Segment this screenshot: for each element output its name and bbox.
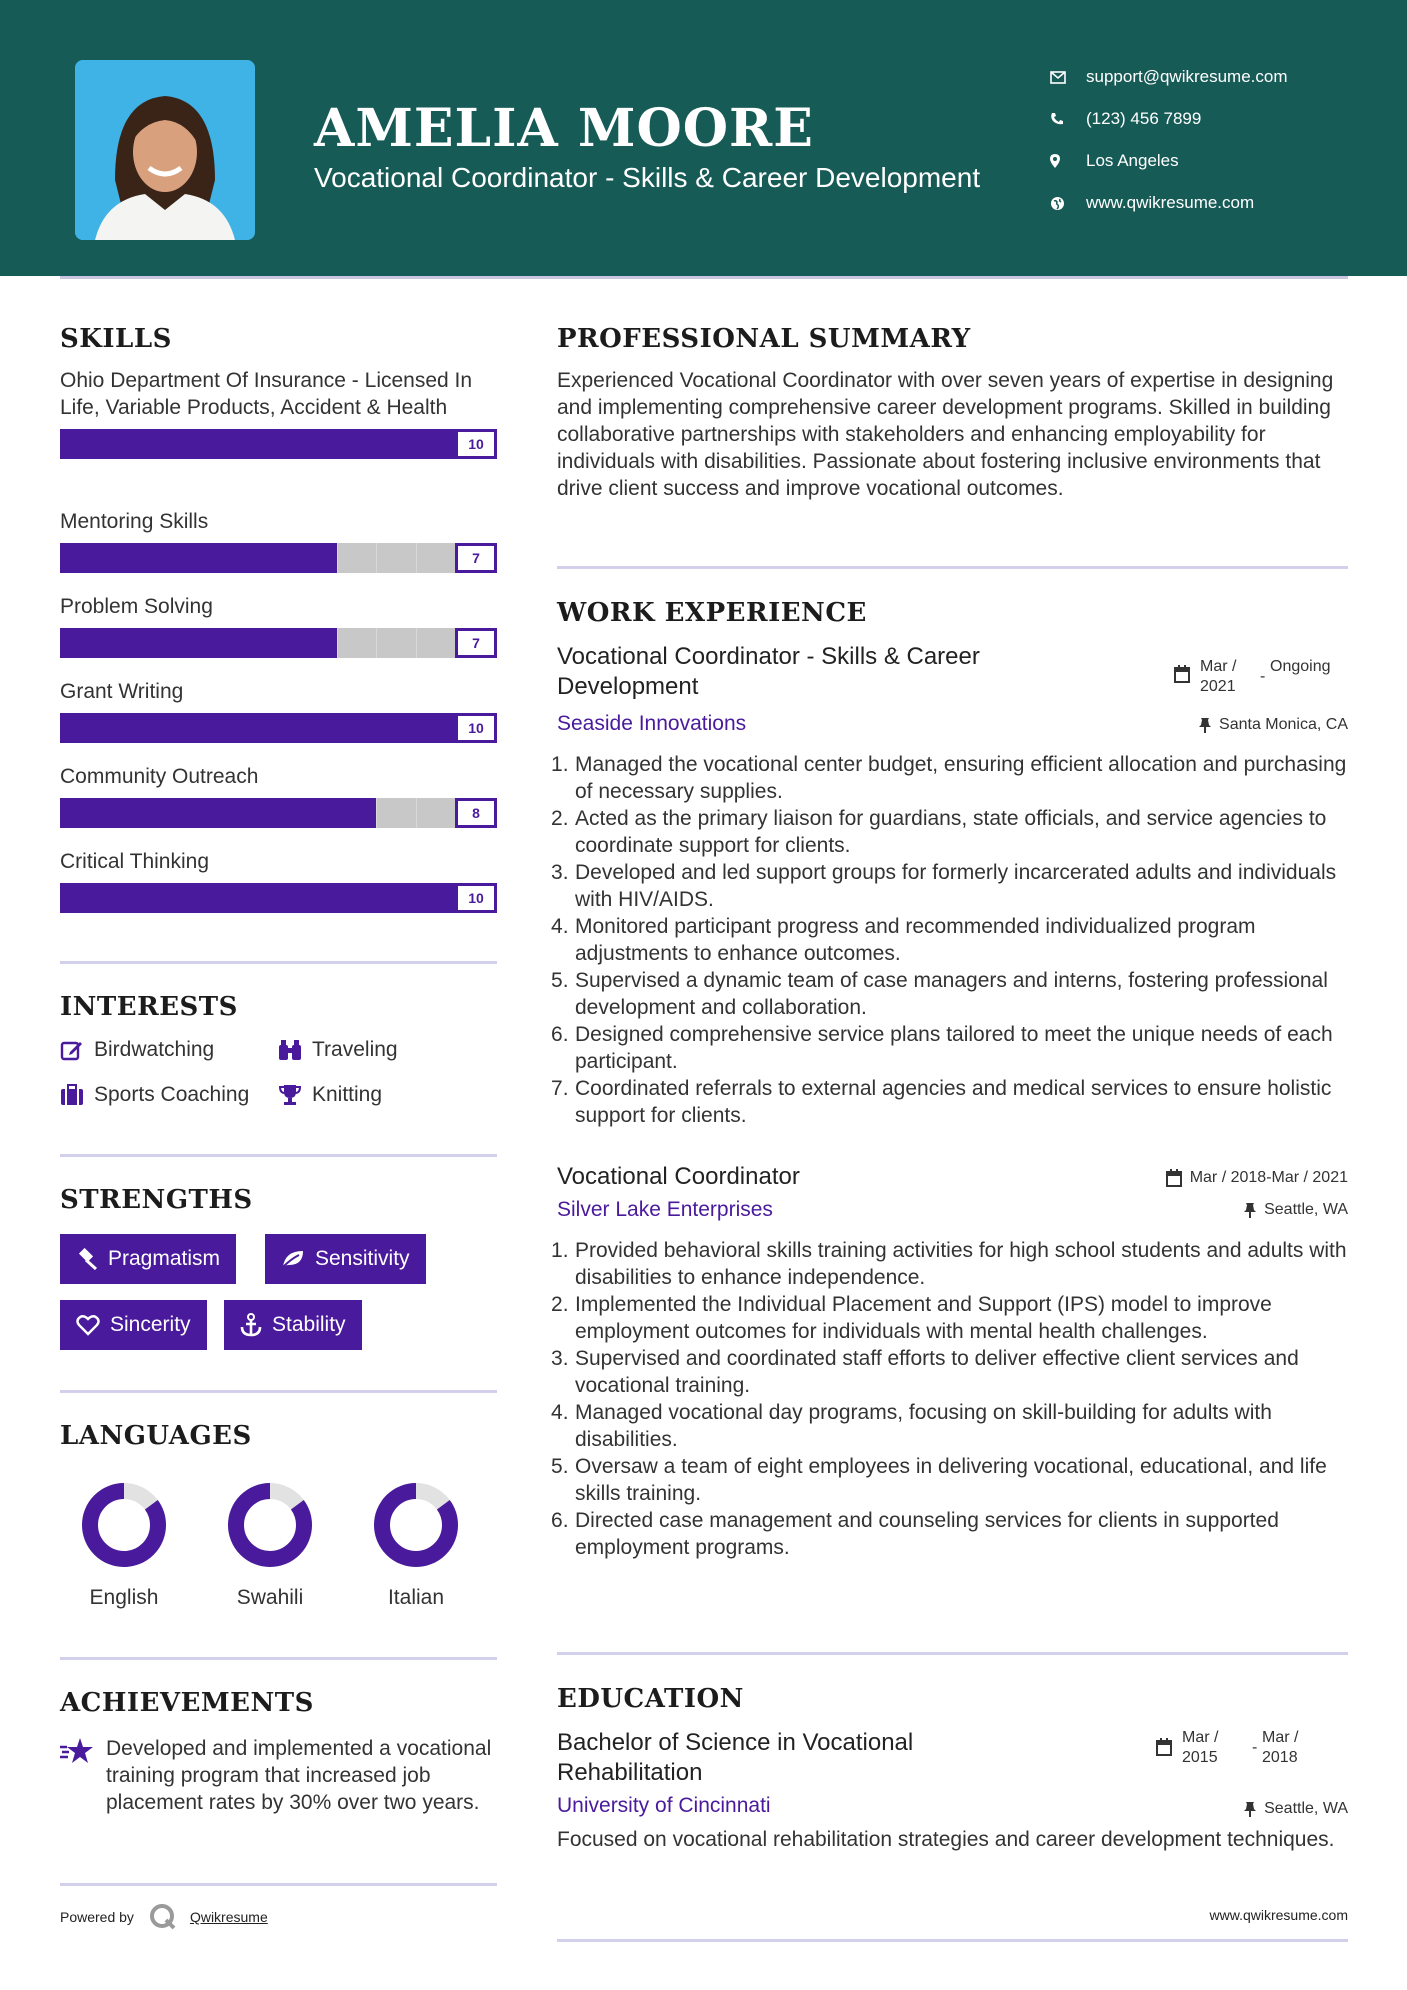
achievement-item bbox=[60, 1735, 497, 1816]
binoculars-icon bbox=[278, 1039, 302, 1061]
gavel-icon bbox=[76, 1248, 98, 1270]
skill-item bbox=[60, 508, 497, 573]
section-divider bbox=[557, 566, 1348, 569]
language-item bbox=[351, 1480, 481, 1610]
skill-name: Community Outreach bbox=[60, 765, 259, 788]
skill-item bbox=[60, 367, 497, 459]
job-entry bbox=[557, 642, 1348, 1129]
phone-icon bbox=[1050, 112, 1086, 126]
education-end-date: Mar / 2018 bbox=[1262, 1729, 1299, 1766]
language-name: English bbox=[89, 1586, 159, 1609]
pushpin-icon bbox=[1244, 1202, 1256, 1218]
education-description: Focused on vocational rehabilitation strategies and career development techniques. bbox=[557, 1828, 1335, 1851]
footer-divider bbox=[557, 1939, 1348, 1942]
language-ring bbox=[79, 1480, 169, 1570]
heart-icon bbox=[76, 1314, 100, 1336]
job-bullet: Designed comprehensive service plans tailored to meet the unique needs of each participant. bbox=[575, 1023, 1333, 1073]
job-bullet: Oversaw a team of eight employees in delivering vocational, educational, and life skills training. bbox=[575, 1455, 1327, 1505]
strengths-title: STRENGTHS bbox=[60, 1185, 253, 1215]
skill-score: 7 bbox=[455, 628, 497, 658]
powered-by-brand-link[interactable]: Qwikresume bbox=[189, 1909, 268, 1925]
skill-item bbox=[60, 763, 497, 828]
education-start-date: Mar / 2015 bbox=[1182, 1729, 1219, 1766]
section-divider bbox=[60, 961, 497, 964]
job-bullet: Implemented the Individual Placement and Support (IPS) model to improve employment outcomes for individuals with mental health challenges. bbox=[575, 1293, 1272, 1343]
calendar-icon bbox=[1166, 1169, 1182, 1187]
summary-text: Experienced Vocational Coordinator with over seven years of expertise in designing and implementing comprehensive career development programs. Skilled in building collaborative partnerships with stakeholders and enhancing employability for individuals with disabilities. Passionate about fostering inclusive environments that drive client success and improve vocational outcomes. bbox=[557, 369, 1334, 500]
contact-location-text: Los Angeles bbox=[1086, 151, 1179, 170]
skill-bar-fill bbox=[60, 543, 337, 573]
education-location bbox=[1244, 1800, 1348, 1818]
strength-tag bbox=[224, 1300, 362, 1350]
job-location-text: Santa Monica, CA bbox=[1219, 716, 1348, 733]
education-dates bbox=[1156, 1728, 1348, 1768]
job-company: Silver Lake Enterprises bbox=[557, 1198, 773, 1221]
skill-item bbox=[60, 678, 497, 743]
job-bullet: Coordinated referrals to external agencies and medical services to ensure holistic support for clients. bbox=[575, 1077, 1332, 1127]
trophy-icon bbox=[278, 1084, 302, 1106]
skill-bar-empty-segment bbox=[376, 798, 416, 828]
skill-name: Problem Solving bbox=[60, 595, 213, 618]
experience-title: WORK EXPERIENCE bbox=[557, 598, 867, 628]
summary-title: PROFESSIONAL SUMMARY bbox=[557, 324, 971, 354]
pushpin-icon bbox=[1199, 717, 1211, 733]
job-bullet: Acted as the primary liaison for guardians, state officials, and service agencies to coordinate support for clients. bbox=[575, 807, 1327, 857]
pushpin-icon bbox=[1244, 1801, 1256, 1817]
job-entry bbox=[557, 1162, 1348, 1561]
section-divider bbox=[60, 1154, 497, 1157]
skill-item bbox=[60, 593, 497, 658]
job-bullet: Developed and led support groups for formerly incarcerated adults and individuals with HIV/AIDS. bbox=[575, 861, 1337, 911]
strength-label: Sensitivity bbox=[315, 1247, 410, 1270]
qwikresume-logo-icon bbox=[148, 1902, 178, 1932]
date-separator: - bbox=[1252, 1739, 1258, 1756]
strength-tag bbox=[60, 1234, 236, 1284]
profile-photo bbox=[75, 60, 255, 240]
job-dates bbox=[1166, 1169, 1348, 1187]
skill-bar bbox=[60, 429, 497, 459]
job-dates-text: Mar / 2018-Mar / 2021 bbox=[1189, 1169, 1348, 1186]
skill-name: Mentoring Skills bbox=[60, 510, 209, 533]
leaf-icon bbox=[281, 1249, 305, 1269]
skill-bar bbox=[60, 543, 497, 573]
language-item bbox=[205, 1480, 335, 1610]
skill-score: 8 bbox=[455, 798, 497, 828]
section-divider bbox=[60, 1390, 497, 1393]
candidate-name: AMELIA MOORE bbox=[314, 98, 814, 159]
section-divider bbox=[60, 1657, 497, 1660]
contact-phone[interactable] bbox=[1050, 98, 1288, 140]
skill-bar-fill bbox=[60, 713, 497, 743]
strength-tag bbox=[265, 1234, 426, 1284]
interests-title: INTERESTS bbox=[60, 992, 238, 1022]
achievements-title: ACHIEVEMENTS bbox=[60, 1688, 314, 1718]
skill-score: 7 bbox=[455, 543, 497, 573]
education-location-text: Seattle, WA bbox=[1264, 1800, 1348, 1817]
language-name: Swahili bbox=[236, 1586, 304, 1609]
calendar-icon bbox=[1156, 1738, 1172, 1756]
job-bullet: Supervised a dynamic team of case managers and interns, fostering professional development and collaboration. bbox=[575, 969, 1328, 1019]
education-entry bbox=[557, 1728, 1348, 1853]
contact-list bbox=[1050, 56, 1288, 224]
contact-email[interactable] bbox=[1050, 56, 1288, 98]
skill-bar bbox=[60, 713, 497, 743]
resume-header bbox=[0, 0, 1407, 276]
job-bullet: Directed case management and counseling services for clients in supported employment programs. bbox=[575, 1509, 1279, 1559]
skill-bar-empty-segment bbox=[416, 543, 456, 573]
interest-label: Traveling bbox=[312, 1038, 398, 1061]
interest-label: Birdwatching bbox=[94, 1038, 215, 1061]
skill-score: 10 bbox=[455, 883, 497, 913]
skill-bar-empty-segment bbox=[376, 628, 416, 658]
job-bullet: Monitored participant progress and recommended individualized program adjustments to enhance outcomes. bbox=[575, 915, 1256, 965]
interest-label: Sports Coaching bbox=[94, 1083, 250, 1106]
interest-label: Knitting bbox=[312, 1083, 383, 1106]
job-dates bbox=[1174, 657, 1348, 697]
skill-bar-fill bbox=[60, 628, 337, 658]
degree-title: Bachelor of Science in Vocational Rehabilitation bbox=[557, 1729, 914, 1786]
skill-score: 10 bbox=[455, 713, 497, 743]
job-location bbox=[1244, 1201, 1348, 1219]
language-ring bbox=[225, 1480, 315, 1570]
header-divider bbox=[60, 276, 1348, 279]
skill-bar-fill bbox=[60, 429, 497, 459]
section-divider bbox=[557, 1652, 1348, 1655]
skill-bar-fill bbox=[60, 883, 497, 913]
school-name: University of Cincinnati bbox=[557, 1794, 771, 1817]
languages-title: LANGUAGES bbox=[60, 1421, 252, 1451]
skill-score: 10 bbox=[455, 429, 497, 459]
section-divider bbox=[60, 1883, 497, 1886]
envelope-icon bbox=[1050, 71, 1086, 84]
job-title: Vocational Coordinator bbox=[557, 1163, 800, 1190]
job-end-date: Ongoing bbox=[1270, 658, 1331, 675]
briefcase-icon bbox=[60, 1084, 84, 1106]
interest-item bbox=[278, 1083, 382, 1107]
skill-bar-empty-segment bbox=[337, 543, 377, 573]
job-bullets bbox=[557, 1237, 1348, 1561]
globe-icon bbox=[1050, 196, 1086, 211]
job-location-text: Seattle, WA bbox=[1264, 1201, 1348, 1218]
interest-item bbox=[278, 1038, 398, 1062]
skill-name: Critical Thinking bbox=[60, 850, 209, 873]
job-start-date: Mar / 2021 bbox=[1200, 658, 1237, 695]
achievement-text: Developed and implemented a vocational training program that increased job placement rates by 30% over two years. bbox=[106, 1737, 492, 1814]
contact-website-text: www.qwikresume.com bbox=[1086, 193, 1255, 212]
skill-name: Ohio Department Of Insurance - Licensed In Life, Variable Products, Accident & Health bbox=[60, 369, 473, 419]
skill-bar bbox=[60, 628, 497, 658]
contact-website[interactable] bbox=[1050, 182, 1288, 224]
interest-item bbox=[60, 1038, 214, 1062]
education-title: EDUCATION bbox=[557, 1684, 744, 1714]
skill-bar-empty-segment bbox=[416, 628, 456, 658]
calendar-icon bbox=[1174, 665, 1190, 683]
language-ring bbox=[371, 1480, 461, 1570]
job-bullet: Managed the vocational center budget, ensuring efficient allocation and purchasing of necessary supplies. bbox=[575, 753, 1347, 803]
date-separator: - bbox=[1260, 668, 1266, 685]
skill-bar bbox=[60, 883, 497, 913]
skill-bar-fill bbox=[60, 798, 376, 828]
powered-by bbox=[60, 1902, 268, 1932]
strength-label: Pragmatism bbox=[108, 1247, 221, 1270]
skills-title: SKILLS bbox=[60, 324, 172, 354]
pencil-square-icon bbox=[60, 1039, 84, 1061]
job-title: Vocational Coordinator - Skills & Career Development bbox=[557, 643, 980, 700]
contact-phone-text: (123) 456 7899 bbox=[1086, 109, 1202, 128]
job-bullet: Managed vocational day programs, focusing on skill-building for adults with disabilities. bbox=[575, 1401, 1272, 1451]
strength-label: Sincerity bbox=[110, 1313, 191, 1336]
skill-item bbox=[60, 848, 497, 913]
skill-bar-empty-segment bbox=[337, 628, 377, 658]
job-bullets bbox=[557, 751, 1348, 1129]
skill-name: Grant Writing bbox=[60, 680, 184, 703]
contact-location bbox=[1050, 140, 1288, 182]
skill-bar-empty-segment bbox=[416, 798, 456, 828]
language-item bbox=[59, 1480, 189, 1610]
skill-bar bbox=[60, 798, 497, 828]
anchor-icon bbox=[240, 1313, 262, 1337]
powered-by-label: Powered by bbox=[60, 1909, 134, 1925]
job-company: Seaside Innovations bbox=[557, 712, 747, 735]
language-name: Italian bbox=[387, 1586, 445, 1609]
star-icon bbox=[60, 1737, 94, 1765]
skill-bar-empty-segment bbox=[376, 543, 416, 573]
footer-url[interactable]: www.qwikresume.com bbox=[1209, 1907, 1348, 1923]
job-bullet: Supervised and coordinated staff efforts to deliver effective client services and vocational training. bbox=[575, 1347, 1299, 1397]
job-bullet: Provided behavioral skills training activities for high school students and adults with disabilities to enhance independence. bbox=[575, 1239, 1347, 1289]
candidate-title: Vocational Coordinator - Skills & Career Development bbox=[314, 162, 981, 193]
strength-tag bbox=[60, 1300, 207, 1350]
map-pin-icon bbox=[1050, 154, 1086, 168]
contact-email-text: support@qwikresume.com bbox=[1086, 67, 1288, 86]
job-location bbox=[1199, 716, 1348, 734]
strength-label: Stability bbox=[272, 1313, 346, 1336]
interest-item bbox=[60, 1083, 249, 1107]
